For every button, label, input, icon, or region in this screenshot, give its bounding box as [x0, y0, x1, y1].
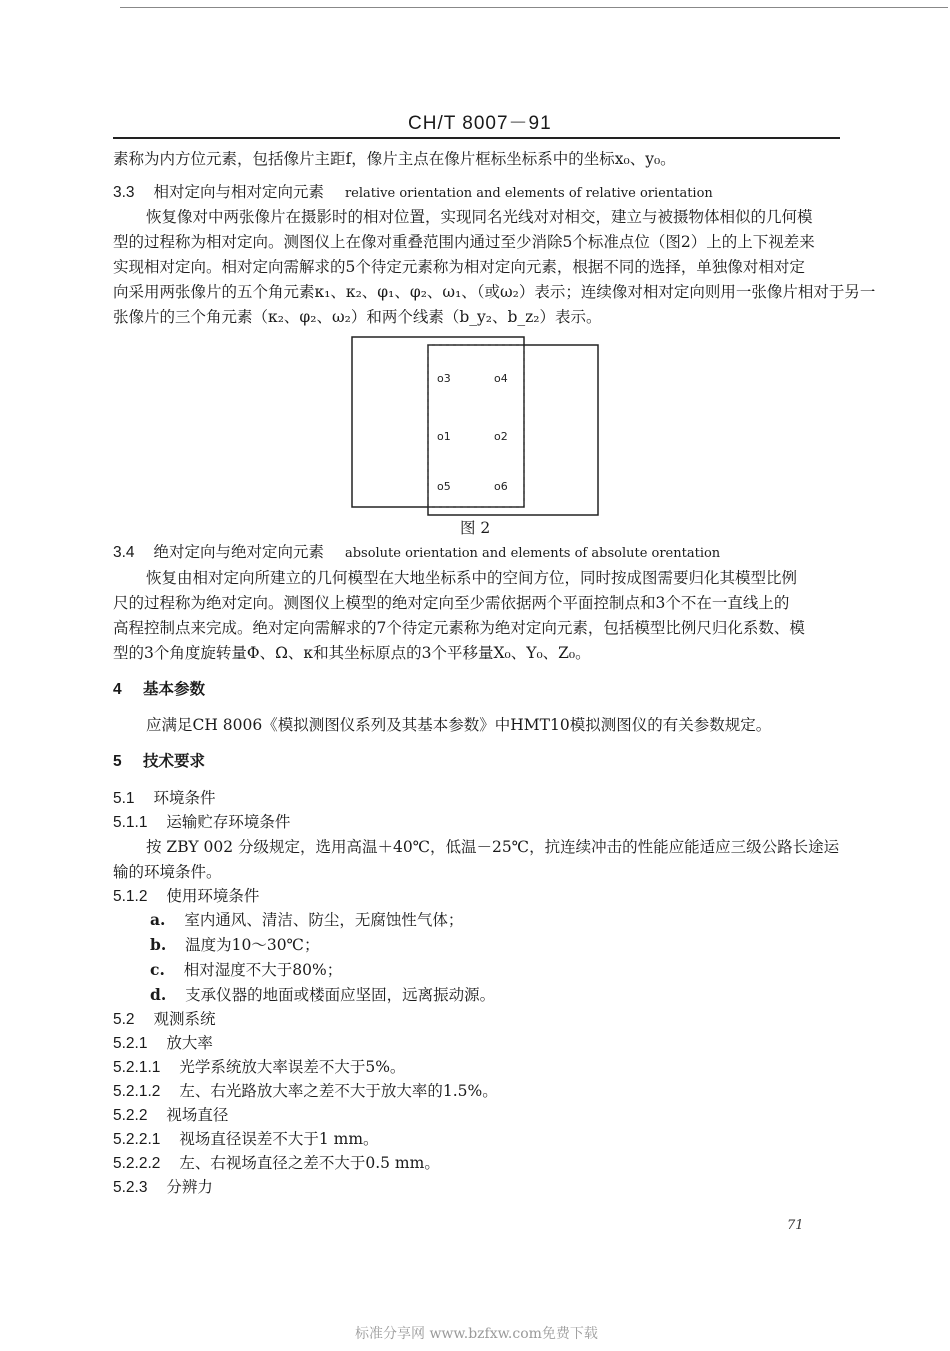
section-5-1-2-heading	[113, 884, 259, 909]
section-number: 5.2.2.1	[113, 1131, 161, 1148]
scan-top-edge	[120, 7, 948, 8]
section-number: 3.4	[113, 544, 135, 561]
point-label: o4	[494, 372, 508, 385]
section-5-2-1-heading	[113, 1031, 213, 1056]
list-item	[150, 983, 495, 1007]
section-text: 光学系统放大率误差不大于5%。	[179, 1058, 406, 1076]
section-5-2-2-2	[113, 1151, 440, 1176]
section-title-en: relative orientation and elements of relative orientation	[344, 186, 713, 201]
section-number: 5.1	[113, 790, 135, 807]
paragraph-line: 恢复由相对定向所建立的几何模型在大地坐标系中的空间方位，同时按成图需要归化其模型比例	[146, 569, 798, 587]
list-item	[150, 958, 342, 982]
section-number: 3.3	[113, 184, 135, 201]
section-title: 分辨力	[166, 1178, 213, 1196]
list-marker: d.	[150, 985, 167, 1004]
section-title: 技术要求	[143, 751, 206, 770]
section-title-en: absolute orientation and elements of absolute orentation	[344, 546, 721, 561]
section-number: 5.2	[113, 1011, 135, 1028]
standard-code-header: CH/T 8007－91	[408, 113, 552, 134]
list-text: 相对湿度不大于80%；	[183, 961, 343, 979]
point-label: o1	[437, 430, 451, 443]
paragraph-line: 恢复像对中两张像片在摄影时的相对位置，实现同名光线对对相交，建立与被摄物体相似的几何模	[146, 208, 813, 226]
list-item	[150, 908, 463, 932]
figure-caption: 图 2	[460, 519, 491, 537]
section-3-3-heading	[113, 180, 713, 206]
section-text: 左、右视场直径之差不大于0.5 mm。	[179, 1154, 440, 1172]
figure-2-overlap-diagram	[340, 335, 610, 535]
section-number: 5.1.2	[113, 888, 148, 905]
paragraph-line: 输的环境条件。	[113, 863, 222, 881]
section-text: 视场直径误差不大于1 mm。	[179, 1130, 379, 1148]
section-5-heading	[113, 749, 205, 774]
section-5-2-1-2	[113, 1079, 498, 1104]
page-number: 71	[787, 1218, 804, 1233]
paragraph-line: 型的3个角度旋转量Φ、Ω、κ和其坐标原点的3个平移量X₀、Y₀、Z₀。	[113, 644, 591, 662]
section-5-1-1-heading	[113, 810, 290, 835]
point-label: o3	[437, 372, 451, 385]
paragraph-line: 应满足CH 8006《模拟测图仪系列及其基本参数》中HMT10模拟测图仪的有关参数规定。	[146, 716, 772, 734]
section-title: 使用环境条件	[166, 887, 260, 905]
section-title: 绝对定向与绝对定向元素	[153, 543, 325, 561]
header-rule	[113, 137, 840, 139]
list-marker: b.	[150, 935, 167, 954]
section-title: 观测系统	[153, 1010, 216, 1028]
section-number: 5	[113, 753, 122, 770]
section-title: 放大率	[166, 1034, 213, 1052]
list-text: 温度为10～30℃；	[185, 936, 320, 954]
section-title: 运输贮存环境条件	[166, 813, 291, 831]
paragraph-line: 实现相对定向。相对定向需解求的5个待定元素称为相对定向元素，根据不同的选择，单独像对相对定	[113, 258, 805, 276]
section-number: 5.2.1	[113, 1035, 148, 1052]
point-label: o6	[494, 480, 508, 493]
section-5-2-3-heading	[113, 1175, 213, 1200]
section-number: 5.1.1	[113, 814, 148, 831]
section-title: 相对定向与相对定向元素	[153, 183, 325, 201]
section-number: 5.2.1.2	[113, 1083, 161, 1100]
section-5-2-2-heading	[113, 1103, 228, 1128]
right-photo-frame	[428, 345, 598, 515]
section-number: 5.2.2	[113, 1107, 148, 1124]
section-5-1-heading	[113, 786, 216, 811]
section-4-heading	[113, 677, 205, 702]
section-text: 左、右光路放大率之差不大于放大率的1.5%。	[179, 1082, 498, 1100]
point-label: o2	[494, 430, 508, 443]
paragraph-line: 尺的过程称为绝对定向。测图仪上模型的绝对定向至少需依据两个平面控制点和3个不在一直线上的	[113, 594, 790, 612]
paragraph-line: 按 ZBY 002 分级规定，选用高温＋40℃，低温－25℃，抗连续冲击的性能应能适应三级公路长途运	[146, 838, 840, 856]
footer-watermark[interactable]: 标准分享网 www.bzfxw.com免费下载	[355, 1326, 598, 1342]
paragraph-line: 张像片的三个角元素（κ₂、φ₂、ω₂）和两个线素（b_y₂、b_z₂）表示。	[113, 308, 602, 326]
section-title: 环境条件	[153, 789, 216, 807]
list-marker: a.	[150, 910, 166, 929]
list-text: 支承仪器的地面或楼面应坚固，远离振动源。	[185, 986, 496, 1004]
list-item	[150, 933, 319, 957]
section-title: 基本参数	[143, 679, 206, 698]
paragraph-line: 向采用两张像片的五个角元素κ₁、κ₂、φ₁、φ₂、ω₁、（或ω₂）表示；连续像对相对定向则用一张像片相对于另一	[113, 283, 876, 301]
paragraph-line: 素称为内方位元素，包括像片主距f，像片主点在像片框标坐标系中的坐标x₀、y₀。	[113, 150, 676, 168]
list-marker: c.	[150, 960, 165, 979]
paragraph-line: 型的过程称为相对定向。测图仪上在像对重叠范围内通过至少消除5个标准点位（图2）上的上下视差来	[113, 233, 815, 251]
section-3-4-heading	[113, 540, 720, 566]
section-title: 视场直径	[166, 1106, 229, 1124]
section-5-2-heading	[113, 1007, 216, 1032]
section-number: 5.2.1.1	[113, 1059, 161, 1076]
section-number: 5.2.3	[113, 1179, 148, 1196]
point-label: o5	[437, 480, 451, 493]
section-number: 5.2.2.2	[113, 1155, 161, 1172]
section-5-2-2-1	[113, 1127, 379, 1152]
section-5-2-1-1	[113, 1055, 405, 1080]
list-text: 室内通风、清洁、防尘，无腐蚀性气体；	[184, 911, 464, 929]
section-number: 4	[113, 681, 122, 698]
paragraph-line: 高程控制点来完成。绝对定向需解求的7个待定元素称为绝对定向元素，包括模型比例尺归化系数、模	[113, 619, 805, 637]
